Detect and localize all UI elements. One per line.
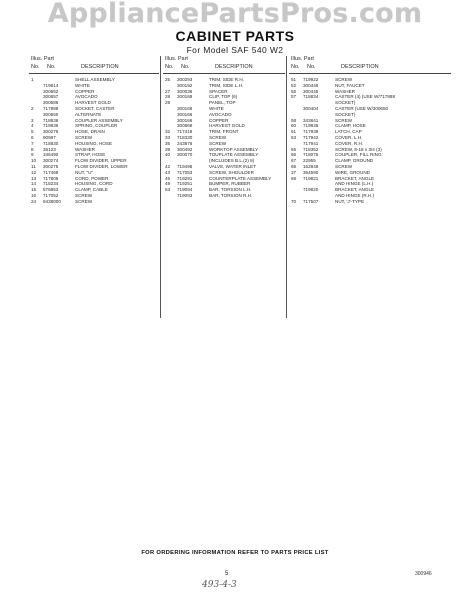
part-number: 717888 xyxy=(43,105,59,111)
part-number: 300650 xyxy=(43,111,59,117)
part-number: 300657 xyxy=(43,94,59,100)
part-number: 300445 xyxy=(303,88,319,94)
parts-column xyxy=(289,55,451,205)
part-number: 300070 xyxy=(177,152,193,158)
part-no-header: No. xyxy=(307,64,316,70)
part-description: HOSE, DRAIN xyxy=(75,129,105,135)
illus-number: 37 xyxy=(291,169,297,175)
part-number: 719935 xyxy=(303,123,319,129)
part-number: 718352 xyxy=(303,146,319,152)
part-number: 719495 xyxy=(177,163,193,169)
part-number: 300274 xyxy=(43,158,59,164)
part-description: CLAMP, GROUND xyxy=(335,158,374,164)
part-number: 300166 xyxy=(177,117,193,123)
table-row xyxy=(289,199,451,205)
parts-list xyxy=(163,77,285,199)
illus-number: 39 xyxy=(165,146,171,152)
description-header: DESCRIPTION xyxy=(341,64,379,70)
part-description: BAR, TORSION R.H. xyxy=(209,192,253,198)
no-header: No. xyxy=(31,64,40,70)
part-number: 300276 xyxy=(43,129,59,135)
part-number: 719093 xyxy=(177,192,193,198)
part-number: 300492 xyxy=(177,146,193,152)
part-number: 717052 xyxy=(43,192,59,198)
part-description: WIRE, GROUND xyxy=(335,169,370,175)
part-description: HARVEST GOLD xyxy=(75,100,111,106)
part-number: 300168 xyxy=(177,94,193,100)
illus-number: 5 xyxy=(31,129,34,135)
part-description: SCREW xyxy=(209,134,227,140)
part-description: NUT, "U" xyxy=(75,169,94,175)
illus-number: 29 xyxy=(165,100,171,106)
part-number: 90987 xyxy=(43,134,56,140)
part-description: (INCLUDES B.L.(2) 8) xyxy=(209,158,255,164)
illus-number: 58 xyxy=(291,117,297,123)
part-number: 719094 xyxy=(177,187,193,193)
parts-column xyxy=(29,55,159,205)
part-description: SCREW xyxy=(335,163,353,169)
parts-list xyxy=(29,77,159,205)
part-number: 717418 xyxy=(177,129,193,135)
illus-number: 63 xyxy=(291,134,297,140)
part-number: 717053 xyxy=(177,169,193,175)
part-number: 717507 xyxy=(303,198,319,204)
part-description: COPPER xyxy=(75,88,95,94)
part-description: COUNTERPLATE ASSEMBLY xyxy=(209,175,272,181)
part-number: 300404 xyxy=(303,105,319,111)
part-number: 300275 xyxy=(43,163,59,169)
part-description: WORKTOP ASSEMBLY xyxy=(209,146,259,152)
part-no-header: No. xyxy=(181,64,190,70)
illus-number: 24 xyxy=(31,198,37,204)
part-description: COUPLER ASSEMBLY xyxy=(75,117,123,123)
part-number: 717809 xyxy=(43,175,59,181)
illus-number: 1 xyxy=(31,77,34,82)
part-description: FLOW DIVIDER, LOWER xyxy=(75,163,128,169)
part-description: WHITE xyxy=(209,105,224,111)
illus-number: 3 xyxy=(31,117,34,123)
part-description: SCREW, 8-18 x 3/4 (3) xyxy=(335,146,382,152)
part-description: COVER, R.H. xyxy=(335,140,364,146)
illus-number: 16 xyxy=(31,192,37,198)
part-number: 717941 xyxy=(303,140,319,146)
illus-number: 2 xyxy=(31,105,34,111)
column-divider xyxy=(160,56,161,318)
illus-number: 57 xyxy=(291,94,297,100)
column-header xyxy=(29,55,159,77)
part-description: VALVE, WATER INLET xyxy=(209,163,257,169)
part-number: 719814 xyxy=(43,82,59,88)
illus-number: 55 xyxy=(291,88,297,94)
column-header xyxy=(289,55,451,77)
part-number: 9438000 xyxy=(43,198,61,204)
part-description: WASHER xyxy=(75,146,95,152)
illus-number: 13 xyxy=(31,175,37,181)
part-description: SCREW xyxy=(335,117,353,123)
part-number: 300036 xyxy=(177,88,193,94)
part-description: HOUSING, HOSE xyxy=(75,140,113,146)
illus-number: 70 xyxy=(291,198,297,204)
part-description: STRAP, HOSE xyxy=(75,152,106,158)
part-description: FLOW DIVIDER, UPPER xyxy=(75,158,127,164)
part-description: CASTER (4) (USE W/717888 xyxy=(335,94,395,100)
illus-number: 35 xyxy=(165,140,171,146)
part-description: PANEL, TOP xyxy=(209,100,236,106)
part-number: 718234 xyxy=(43,181,59,187)
illus-number: 33 xyxy=(165,134,171,140)
part-number: 300669 xyxy=(177,123,193,129)
part-number: 718834 xyxy=(303,94,319,100)
illus-number: 52 xyxy=(291,82,297,88)
part-number: 22955 xyxy=(303,158,316,164)
part-number: 719922 xyxy=(303,77,319,82)
part-number: 718830 xyxy=(43,140,59,146)
illus-number: 42 xyxy=(165,163,171,169)
illus-number: 8 xyxy=(31,146,34,152)
part-number: 346490 xyxy=(43,152,59,158)
part-number: 717939 xyxy=(303,129,319,135)
part-number: 718330 xyxy=(177,134,193,140)
part-description: HOUSING, CORD xyxy=(75,181,113,187)
illus-number: 7 xyxy=(31,140,34,146)
part-number: 343841 xyxy=(303,117,319,123)
part-number: 152848 xyxy=(303,163,319,169)
part-description: CLAMP, HOSE xyxy=(335,123,366,129)
column-header xyxy=(163,55,285,77)
illus-part-header: Illus. Part xyxy=(291,56,314,62)
header-rule xyxy=(289,73,451,74)
no-header: No. xyxy=(291,64,300,70)
description-header: DESCRIPTION xyxy=(81,64,119,70)
part-description: AVOCADO xyxy=(75,94,98,100)
part-description: SPACER xyxy=(209,88,228,94)
part-number: 300293 xyxy=(177,77,193,82)
illus-number: 68 xyxy=(291,163,297,169)
illus-number: 12 xyxy=(31,169,37,175)
illus-number: 6 xyxy=(31,134,34,140)
page-number: 5 xyxy=(225,571,229,577)
illus-number: 40 xyxy=(165,152,171,158)
parts-list xyxy=(289,77,451,205)
part-description: WASHER xyxy=(335,88,355,94)
part-description: AND HINGE (R.H.) xyxy=(335,192,375,198)
parts-column xyxy=(163,55,285,199)
illus-number: 61 xyxy=(291,129,297,135)
illus-number: 14 xyxy=(31,181,37,187)
part-number: 719251 xyxy=(177,181,193,187)
part-description: BRACKET, ANGLE xyxy=(335,187,375,193)
illus-number: 25 xyxy=(165,77,171,82)
part-description: SCREW xyxy=(75,134,93,140)
part-number: 343876 xyxy=(177,140,193,146)
part-number: 717942 xyxy=(303,134,319,140)
no-header: No. xyxy=(165,64,174,70)
illus-part-header: Illus. Part xyxy=(165,56,188,62)
illus-number: 68 xyxy=(291,175,297,181)
part-description: CORD, POWER xyxy=(75,175,109,181)
part-number: 719836 xyxy=(43,123,59,129)
part-description: SOCKET) xyxy=(335,111,356,117)
part-description: TOUPLATE ASSEMBLY xyxy=(209,152,259,158)
illus-number: 15 xyxy=(31,187,37,193)
illus-number: 53 xyxy=(165,187,171,193)
part-description: AND HINGE (L.H.) xyxy=(335,181,374,187)
handwritten-note: 493-4-3 xyxy=(202,580,237,590)
part-description: COUPLER, FILL RING xyxy=(335,152,382,158)
part-number: 718836 xyxy=(43,117,59,123)
part-description: BRACKET, ANGLE xyxy=(335,175,375,181)
part-description: CLAMP, CABLE xyxy=(75,187,108,193)
illus-number: 45 xyxy=(165,175,171,181)
part-description: NUT, 'J'-TYPE xyxy=(335,198,365,204)
description-header: DESCRIPTION xyxy=(215,64,253,70)
illus-number: 9 xyxy=(31,152,34,158)
part-description: WHITE xyxy=(75,82,90,88)
part-number: 718075 xyxy=(303,152,319,158)
illus-number: 10 xyxy=(31,158,37,164)
watermark: AppliancePartsPros.com xyxy=(47,0,423,29)
part-description: CLIP, TOP (6) xyxy=(209,94,238,100)
part-description: SCREW xyxy=(75,198,93,204)
part-description: HARVEST GOLD xyxy=(209,123,245,129)
document-number: 300946 xyxy=(415,571,432,577)
part-number: 364590 xyxy=(303,169,319,175)
part-number: 300192 xyxy=(177,82,193,88)
part-number: 300446 xyxy=(303,82,319,88)
table-row xyxy=(163,193,285,199)
part-description: SCREW xyxy=(209,140,227,146)
part-description: COPPER xyxy=(209,117,229,123)
part-number: 719291 xyxy=(177,175,193,181)
illus-number: 43 xyxy=(165,169,171,175)
part-description: CASTER (USE W/300650 xyxy=(335,105,389,111)
part-description: TRIM, FRONT xyxy=(209,129,239,135)
part-description: TRIM, SIDE R.H. xyxy=(209,77,244,82)
part-description: SPRING, COUPLER xyxy=(75,123,118,129)
illus-number: 11 xyxy=(31,163,36,169)
part-number: 576853 xyxy=(43,187,59,193)
illus-number: 32 xyxy=(165,129,171,135)
illus-part-header: Illus. Part xyxy=(31,56,54,62)
part-description: SCREW xyxy=(75,192,93,198)
header-rule xyxy=(163,73,285,74)
part-number: 300652 xyxy=(43,88,59,94)
part-description: SOCKET, CASTER xyxy=(75,105,115,111)
part-number: 300166 xyxy=(177,105,193,111)
illus-number: 49 xyxy=(165,181,171,187)
part-number: 36123 xyxy=(43,146,56,152)
illus-number: 4 xyxy=(31,123,34,129)
illus-number: 28 xyxy=(165,94,171,100)
illus-number: 60 xyxy=(291,123,297,129)
ordering-footer: FOR ORDERING INFORMATION REFER TO PARTS PRICE LIST xyxy=(141,550,329,556)
part-description: SCREW xyxy=(335,77,353,82)
header-rule xyxy=(29,73,159,74)
part-description: SOCKET) xyxy=(335,100,356,106)
part-description: BAR, TORSION L.H. xyxy=(209,187,252,193)
part-description: SHELL ASSEMBLY xyxy=(75,77,115,82)
illus-number: 27 xyxy=(165,88,171,94)
illus-number: 51 xyxy=(291,77,297,82)
illus-number: 66 xyxy=(291,152,297,158)
part-description: ALTERNATE xyxy=(75,111,102,117)
page-subtitle: For Model SAF 540 W2 xyxy=(186,45,284,55)
part-number: 300686 xyxy=(43,100,59,106)
part-number: 719821 xyxy=(303,175,319,181)
part-description: NUT, FAUCET xyxy=(335,82,365,88)
part-description: COVER, L.H. xyxy=(335,134,363,140)
part-description: BUMPER, RUBBER xyxy=(209,181,251,187)
column-divider xyxy=(286,56,287,318)
page-title: CABINET PARTS xyxy=(175,28,295,44)
illus-number: 65 xyxy=(291,146,297,152)
part-description: LATCH, CAP xyxy=(335,129,362,135)
illus-number: 67 xyxy=(291,158,297,164)
part-number: 719820 xyxy=(303,187,319,193)
part-description: AVOCADO xyxy=(209,111,232,117)
table-row xyxy=(29,199,159,205)
part-number: 717468 xyxy=(43,169,59,175)
part-no-header: No. xyxy=(47,64,56,70)
part-number: 300166 xyxy=(177,111,193,117)
part-description: SCREW, SHOULDER xyxy=(209,169,254,175)
part-description: TRIM, SIDE L.H. xyxy=(209,82,244,88)
